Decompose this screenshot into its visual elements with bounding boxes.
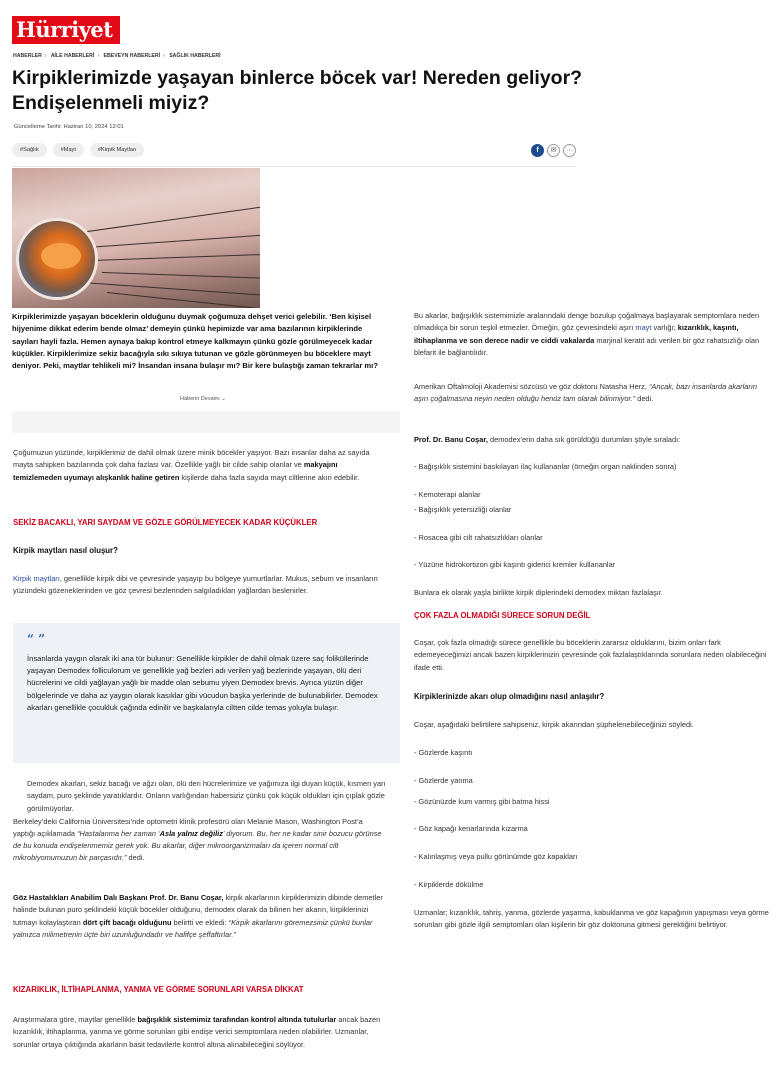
header-divider: [12, 166, 576, 167]
paragraph: Prof. Dr. Banu Coşar, demodex’erin daha sık görüldüğü durumları şöyle sıraladı:: [414, 435, 681, 444]
logo-text: Hürriyet: [16, 17, 113, 42]
chevron-right-icon: ›: [163, 53, 165, 59]
paragraph: Bu akarlar, bağışıklık sistemimizle aralarındaki denge bozulup çoğalmaya başlayarak semptomlara neden olmadıkça bir sorun teşkil etmezler. Örneğin, göz çevresindeki aşırı mayt varlığı; kızarıklık, kaşıntı, iltihaplanma ve son derece nadir ve ciddi vakalarda marjinal keratit adı verilen bir göz rahatsızlığı olan blefarit ile bağlantılıdır.: [414, 311, 760, 357]
quote-mark-icon: “ ”: [27, 632, 45, 646]
list-item: - Bağışıklık sistemini baskılayan ilaç kullananlar (örneğin organ naklinden sonra): [414, 462, 677, 471]
list-item: - Kemoterapi alanlar: [414, 490, 481, 499]
paragraph: Berkeley’deki California Üniversitesi’nde optometri klinik profesörü olan Melanie Mason, Washington Post’a yaptığı açıklamada “Hastalanma her zaman ‘Asla yalnız değiliz’ diyorum. Bu, her ne kadar sinir bozucu görünse de bu konuda endişelenmemiz gerek yok. Bu akarlar, diğer mikroorganizmaları da içeren normal cilt mikrobiyomumuzun bir parçasıdır.” dedi.: [13, 817, 382, 862]
read-more-label: Haberin Devamı: [180, 396, 220, 402]
list-item: - Kalınlaşmış veya pullu görünümde göz kapakları: [414, 852, 578, 861]
section-heading: ÇOK FAZLA OLMADIĞI SÜRECE SORUN DEĞİL: [414, 611, 591, 620]
tag-mayt[interactable]: #Mayt: [53, 143, 84, 157]
chevron-right-icon: ›: [44, 53, 47, 59]
more-options-icon[interactable]: ···: [563, 144, 576, 157]
mite-closeup-inset: [16, 218, 98, 300]
list-item: - Yüzüne hidrokortizon gibi kaşıntı giderici kremler kullananlar: [414, 560, 616, 569]
paragraph: Çoğumuzun yüzünde, kirpiklerimiz de dahil olmak üzere minik böcekler yaşıyor. Bazı insanlar daha az sayıda mayta sahipken bazılarında çok daha fazlası var. Özellikle yağlı bir cilde sahip olanlar ve makyajını temizlemeden uyumayı alışkanlık haline getiren kişilerde daha fazla sayıda mayt ciltlerine akın edebilir.: [13, 448, 370, 482]
share-buttons: [531, 144, 576, 157]
paragraph: Bunlara ek olarak yaşla birlikte kirpik diplerindeki demodex miktarı fazlalaşır.: [414, 588, 663, 597]
list-item: - Gözlerde yanma: [414, 776, 473, 785]
mail-icon[interactable]: ✉: [547, 144, 560, 157]
subheading: Kirpiklerinizde akarı olup olmadığını nasıl anlaşılır?: [414, 692, 605, 701]
list-item: - Gözlerde kaşıntı: [414, 748, 473, 757]
chevron-down-icon: ⌄: [221, 396, 226, 402]
paragraph: Demodex akarları, sekiz bacağı ve ağzı olan, ölü deri hücrelerimize ve yağımıza ilgi duyan küçük, kısmen yarı saydam, puro şeklinde yaratıklardır. Onların varlığından habersiziz çünkü çok küçük oldukları için çıplak gözle görülmüyorlar.: [27, 779, 386, 813]
breadcrumb: [13, 53, 221, 59]
paragraph: Amerikan Oftalmoloji Akademisi sözcüsü ve göz doktoru Natasha Herz, “Ancak, bazı insanlarda akarların aşırı çoğalmasına neyin neden olduğu henüz tam olarak bilinmiyor.” dedi.: [414, 382, 758, 404]
list-item: - Rosacea gibi cilt rahatsızlıkları olanlar: [414, 533, 543, 542]
quote-text: İnsanlarda yaygın olarak iki ana tür bulunur: Genellikle kirpikler de dahil olmak üzere saç foliküllerinde yaşayan Demodex folliculorum ve genellikle yağ bezleri adı verilen yağ bezlerinde yaşayan, ölü deri hücrelerini ve cildi yağlayan yağlı bir madde olan sebumu yiyen Demodex brevis. Ayrıca yüzün diğer bölgelerinde ve daha az yaygın olarak kasıklar gibi vücudun başka yerlerinde de bulunabilirler. Demodex akarları genellikle çocukluk çağında edinilir ve başkalarıyla ciltten cilde temas yoluyla bulaşır.: [27, 654, 378, 712]
chevron-right-icon: ›: [97, 53, 100, 59]
update-date: Güncelleme Tarihi: Haziran 10, 2024 12:01: [14, 124, 124, 130]
paragraph: Araştırmalara göre, maytlar genellikle bağışıklık sistemimiz tarafından kontrol altında tutulurlar ancak bazen kızarıklık, iltihaplanma, yanma ve görme sorunları gibi endişe verici semptomlara neden olabilirler. Uzmanlar, sorunlar ortaya çıktığında akarların basit tedavilerle kontrol altına alınabileceğini söylüyor.: [13, 1015, 381, 1049]
quote-block: [13, 623, 400, 763]
page-title: Kirpiklerimizde yaşayan binlerce böcek var! Nereden geliyor? Endişelenmeli miyiz?: [12, 67, 583, 114]
list-item: - Kirpiklerde dökülme: [414, 880, 484, 889]
hurriyet-logo[interactable]: [12, 16, 120, 44]
section-heading: SEKİZ BACAKLI, YARI SAYDAM VE GÖZLE GÖRÜLMEYECEK KADAR KÜÇÜKLER: [13, 518, 318, 527]
breadcrumb-item-saglik[interactable]: SAĞLIK HABERLERİ: [169, 53, 221, 59]
tag-list: [12, 143, 144, 157]
paragraph: Göz Hastalıkları Anabilim Dalı Başkanı Prof. Dr. Banu Coşar, kirpik akarlarının kirpiklerimizin dibinde demetler halinde bulunan puro şeklindeki küçük böcekler olduğunu, demodex olarak da bilinen her akarın, kirpiklerinizi tutmayı kolaylaştıran dört çift bacağı olduğunu belirtti ve ekledi: “Kirpik akarlarını göremezsiniz çünkü bunlar yalnızca milimetrenin üçte biri uzunluğundadır ve hafifçe şeffaftırlar.”: [13, 893, 383, 939]
ad-placeholder: [12, 411, 400, 433]
read-more-toggle[interactable]: [180, 396, 226, 402]
subheading: Kirpik maytları nasıl oluşur?: [13, 546, 118, 555]
list-item: - Gözünüzde kum varmış gibi batma hissi: [414, 797, 550, 806]
paragraph: Kirpik maytları, genellikle kirpik dibi ve çevresinde yaşayıp bu bölgeye yumurtlarlar. Mukus, sebum ve insanların yüzündeki gözeneklerinden ve göz çevresi bezlerinden salgıladıkları yağlardan beslenirler.: [13, 574, 378, 596]
facebook-share-button[interactable]: f: [531, 144, 544, 157]
breadcrumb-item-ebeveyn[interactable]: EBEVEYN HABERLERİ: [103, 53, 161, 59]
mayt-link[interactable]: mayt: [635, 323, 652, 333]
list-item: - Göz kapağı kenarlarında kızarma: [414, 824, 528, 833]
eyelash-mite-image: [12, 168, 260, 308]
article-lead: Kirpiklerimizde yaşayan böceklerin olduğunu duymak çoğumuza dehşet verici gelebilir. ‘Ben kişisel hijyenime dikkat ederim bende olmaz’ demeyin çünkü hepimizde var ama bazılarının kirpiklerinde sayıları hayli fazla. Hemen aynaya bakıp kontrol etmeye kalkmayın çünkü gözle görülmeyecek kadar küçükler. Kirpiklerimize sekiz bacağıyla sıkı sıkıya tutunan ve gözle görünmeyen bu böceklere mayt deniyor. Peki, maytlar tehlikeli mi? İnsandan insana bulaşır mı? Bir kere bulaştığı zaman tekrarlar mı?: [12, 312, 378, 371]
breadcrumb-item-aile[interactable]: AİLE HABERLERİ: [50, 53, 95, 59]
tag-saglik[interactable]: #Sağlık: [12, 143, 47, 157]
breadcrumb-item-haberler[interactable]: HABERLER: [13, 53, 42, 59]
tag-kirpik-maytlari[interactable]: #Kirpik Maytları: [90, 143, 145, 157]
paragraph: Coşar, aşağıdaki belirtilere sahipseniz, kirpik akarından şüphelenebileceğinizi söyledi.: [414, 720, 694, 729]
paragraph: Uzmanlar; kızarıklık, tahriş, yanma, gözlerde yaşarma, kabuklanma ve göz kapağının yapışması veya görme sorunları gibi gözle ilgili semptomları olan kişilerin bir göz doktoruna gitmesi gerektiğini belirtiyor.: [414, 908, 769, 930]
kirpik-maytlari-link[interactable]: Kirpik maytları: [13, 574, 60, 583]
section-heading: KIZARIKLIK, İLTİHAPLANMA, YANMA VE GÖRME SORUNLARI VARSA DİKKAT: [13, 985, 304, 994]
paragraph: Coşar, çok fazla olmadığı sürece genellikle bu böceklerin zararsız olduklarını, bizim onları fark edemeyeceğimizi ancak bazen kirpiklerinizin çevresinde çok fazlalaştıklarında sorunlara neden olabileceğini ifade etti.: [414, 638, 767, 672]
list-item: - Bağışıklık yetersizliği olanlar: [414, 505, 512, 514]
